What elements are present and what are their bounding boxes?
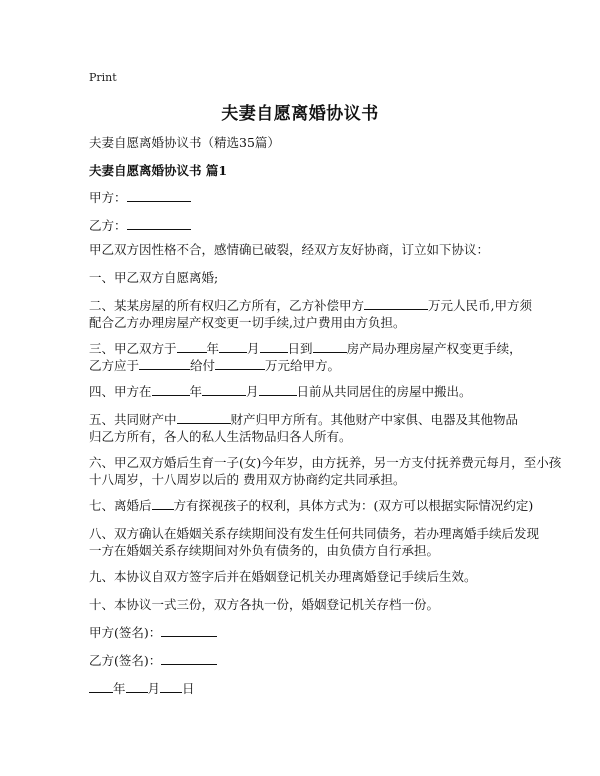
clause-6-line-1: 六、甲乙双方婚后生育一子(女)今年岁，由方抚养，另一方支付抚养费元每月，至小孩: [89, 455, 562, 470]
clause-3-text-g: 给付: [190, 358, 216, 373]
date-day-blank: [160, 680, 182, 693]
date-year: 年: [113, 681, 126, 696]
party-b-label: 乙方：: [89, 218, 127, 233]
clause-3-month-blank: [219, 340, 247, 353]
clause-3-amount-blank: [215, 357, 265, 370]
party-a-blank: [127, 189, 191, 202]
date-year-blank: [89, 680, 113, 693]
clause-3-line-2: [89, 357, 340, 374]
clause-3-line-1: [89, 340, 522, 357]
clause-3-day-blank: [260, 340, 288, 353]
signature-a-line: [89, 624, 217, 641]
clause-8-line-2: 一方在婚姻关系存续期间对外负有债务的，由负债方自行承担。: [89, 543, 440, 558]
clause-2-text-a: 二、某某房屋的所有权归乙方所有，乙方补偿甲方: [89, 298, 365, 313]
clause-5-text-a: 五、共同财产中: [89, 412, 177, 427]
party-a-line: [89, 189, 191, 206]
date-day: 日: [182, 681, 195, 696]
clause-5-line-1: [89, 411, 518, 428]
clause-7-text-a: 七、离婚后: [89, 498, 152, 513]
date-month: 月: [147, 681, 161, 696]
signature-b-label: 乙方(签名)：: [89, 653, 162, 668]
clause-9: 九、本协议自双方签字后并在婚姻登记机关办理离婚登记手续后生效。: [89, 569, 477, 584]
clause-4-text-d: 日前从共同居住的房屋中搬出。: [296, 384, 472, 399]
clause-3-date-blank: [139, 357, 190, 370]
clause-1: 一、甲乙双方自愿离婚;: [89, 270, 219, 285]
clause-4-text-a: 四、甲方在: [89, 384, 152, 399]
clause-4: [89, 383, 472, 400]
clause-3-text-a: 三、甲乙双方于: [89, 341, 177, 356]
clause-10: 十、本协议一式三份，双方各执一份，婚姻登记机关存档一份。: [89, 597, 440, 612]
date-line: [89, 680, 195, 697]
clause-2-blank: [364, 297, 428, 310]
clause-4-year: 年: [189, 384, 203, 399]
clause-7-text-b: 方有探视孩子的权利，具体方式为：(双方可以根据实际情况约定): [173, 498, 534, 513]
clause-3-day: 日到: [287, 341, 313, 356]
clause-5-text-b: 财产归甲方所有。其他财产中家俱、电器及其他物品: [230, 412, 519, 427]
party-b-line: [89, 217, 191, 234]
clause-4-year-blank: [152, 383, 190, 396]
clause-2-line-1: [89, 297, 532, 314]
document-subtitle: 夫妻自愿离婚协议书（精选35篇）: [89, 135, 280, 150]
clause-4-month-blank: [202, 383, 246, 396]
clause-2-text-b: 万元人民币,甲方须: [428, 298, 532, 313]
party-a-label: 甲方：: [89, 190, 127, 205]
clause-3-text-f: 乙方应于: [89, 358, 140, 373]
clause-6-line-2: 十八周岁，十八周岁以后的 费用双方协商约定共同承担。: [89, 472, 406, 487]
clause-3-office-blank: [313, 340, 347, 353]
clause-2-line-2: 配合乙方办理房屋产权变更一切手续,过户费用由方负担。: [89, 315, 406, 330]
clause-8-line-1: 八、双方确认在婚姻关系存续期间没有发生任何共同债务，若办理离婚手续后发现: [89, 526, 540, 541]
clause-4-day-blank: [259, 383, 297, 396]
signature-a-label: 甲方(签名)：: [89, 625, 162, 640]
clause-3-year-blank: [177, 340, 207, 353]
signature-a-blank: [161, 624, 217, 637]
clause-3-year: 年: [206, 341, 220, 356]
clause-3-text-e: 房产局办理房屋产权变更手续，: [346, 341, 522, 356]
document-title: 夫妻自愿离婚协议书: [221, 104, 379, 124]
print-link[interactable]: Print: [89, 71, 117, 84]
party-b-blank: [127, 217, 191, 230]
clause-4-month: 月: [246, 384, 259, 399]
signature-b-blank: [161, 652, 217, 665]
clause-7-blank: [152, 497, 174, 510]
clause-7: [89, 497, 533, 514]
date-month-blank: [126, 680, 148, 693]
clause-5-blank: [177, 411, 231, 424]
clause-3-text-h: 万元给甲方。: [265, 358, 341, 373]
intro-paragraph: 甲乙双方因性格不合，感情确已破裂，经双方友好协商，订立如下协议：: [89, 242, 490, 257]
section-heading: 夫妻自愿离婚协议书 篇1: [89, 163, 228, 178]
clause-3-month: 月: [247, 341, 260, 356]
signature-b-line: [89, 652, 217, 669]
clause-5-line-2: 归乙方所有，各人的私人生活物品归各人所有。: [89, 429, 352, 444]
